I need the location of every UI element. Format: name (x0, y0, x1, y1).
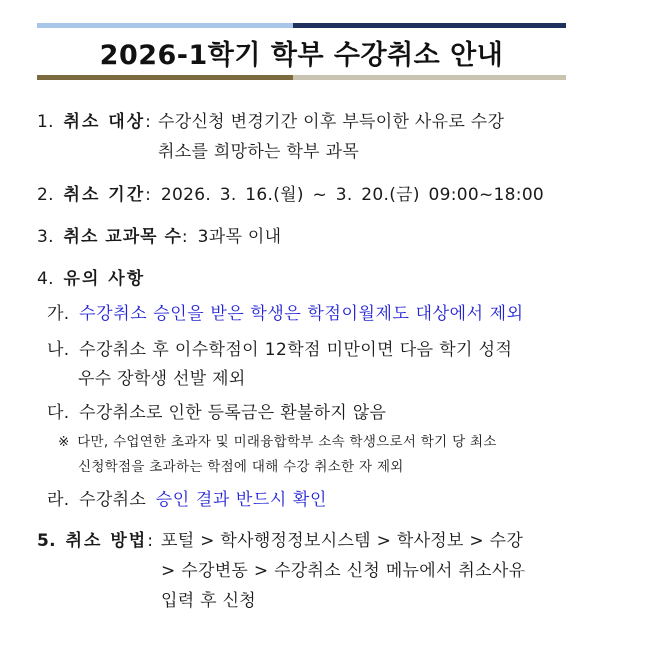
note-ref-mark: ※ (58, 434, 70, 450)
item-5-colon: : (147, 531, 154, 551)
title-bar-top-left (37, 23, 293, 28)
item-2-number: 2. (37, 185, 54, 205)
note-ref-line2: 신청학점을 초과하는 학점에 대해 수강 취소한 자 제외 (78, 459, 404, 475)
item-2-colon: : (145, 185, 152, 205)
note-na-mark: 나. (47, 340, 70, 360)
item-4-label: 유의 사항 (63, 269, 146, 289)
note-ra-mark: 라. (47, 490, 70, 510)
note-ra (47, 485, 327, 510)
note-da (47, 398, 386, 423)
item-3 (37, 222, 281, 247)
item-5-text-line3: 입력 후 신청 (161, 591, 257, 611)
note-da-text: 수강취소로 인한 등록금은 환불하지 않음 (79, 403, 387, 423)
item-2-text: 2026. 3. 16.(월) ~ 3. 20.(금) 09:00~18:00 (160, 185, 545, 205)
item-2 (37, 180, 544, 205)
item-5 (37, 526, 153, 551)
note-ra-text-plain: 수강취소 (79, 490, 147, 510)
item-3-colon: : (181, 227, 188, 247)
page-title: 2026-1학기 학부 수강취소 안내 (99, 40, 504, 71)
item-1-number: 1. (37, 112, 54, 132)
note-ga-text: 수강취소 승인을 받은 학생은 학점이월제도 대상에서 제외 (79, 304, 524, 324)
title-bar-top-right (293, 23, 566, 28)
item-5-text-line1: 포털 > 학사행정정보시스템 > 학사정보 > 수강 (161, 531, 524, 551)
note-da-mark: 다. (47, 403, 70, 423)
item-1 (37, 107, 151, 132)
note-ga (47, 299, 524, 324)
item-3-text: 3과목 이내 (197, 227, 282, 247)
item-4-number: 4. (37, 269, 54, 289)
note-na (47, 335, 512, 360)
item-1-text-line2: 취소를 희망하는 학부 과목 (158, 142, 360, 162)
note-na-line2: 우수 장학생 선발 제외 (78, 369, 246, 389)
item-1-colon: : (145, 112, 152, 132)
note-ga-mark: 가. (47, 304, 70, 324)
item-3-number: 3. (37, 227, 54, 247)
item-5-number: 5. (37, 531, 56, 551)
item-2-label: 취소 기간 (63, 185, 146, 205)
title-bar-bottom-left (37, 75, 293, 80)
note-ra-text-blue: 승인 결과 반드시 확인 (155, 490, 327, 510)
note-na-line1: 수강취소 후 이수학점이 12학점 미만이면 다음 학기 성적 (79, 340, 513, 360)
item-3-label: 취소 교과목 수 (63, 227, 182, 247)
item-5-label: 취소 방법 (65, 531, 148, 551)
note-ref-line1: 다만, 수업연한 초과자 및 미래융합학부 소속 학생으로서 학기 당 최소 (77, 434, 497, 450)
note-ref (58, 430, 497, 450)
item-4 (37, 264, 145, 289)
item-5-text-line2: > 수강변동 > 수강취소 신청 메뉴에서 취소사유 (161, 561, 526, 581)
item-1-label: 취소 대상 (63, 112, 146, 132)
title-bar-bottom-right (293, 75, 566, 80)
item-1-text-line1: 수강신청 변경기간 이후 부득이한 사유로 수강 (158, 112, 505, 132)
